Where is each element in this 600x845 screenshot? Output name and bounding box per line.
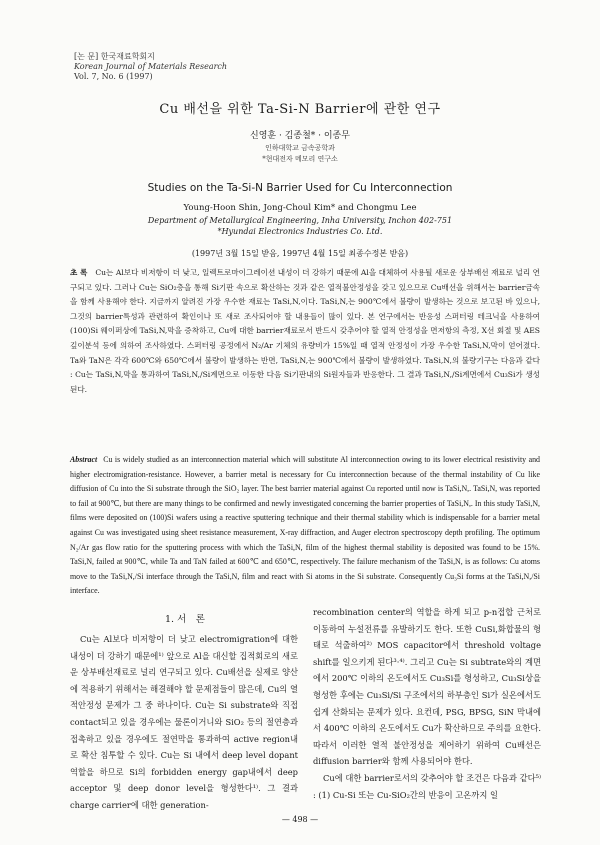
authors-english: Young-Hoon Shin, Jong-Choul Kim* and Chongmu Lee xyxy=(183,203,417,213)
title-english: Studies on the Ta-Si-N Barrier Used for Cu Interconnection xyxy=(147,182,453,194)
abstract-english-label: Abstract xyxy=(70,455,98,464)
abstract-korean xyxy=(70,266,540,397)
journal-volume: Vol. 7, No. 6 (1997) xyxy=(74,72,153,81)
abstract-korean-label: 초 록 xyxy=(70,268,88,277)
body-left-column xyxy=(70,631,298,814)
abstract-korean-text: Cu는 Al보다 비저항이 더 낮고, 일렉트로마이그레이션 내성이 더 강하기 때문에 Al을 대체하여 사용될 새로운 상부배선 재료로 널리 연구되고 있다. 그러나 Cu는 SiO₂층을 통해 Si기판 속으로 확산하는 것과 같은 열적불안정성을 갖고 있으므로 Cu배선을 위해서는 barrier금속을 함께 사용해야 한다. 지금까지 알려진 가장 우수한 재료는 TaSi,N,이다. TaSi,N,는 900℃에서 불량이 발생하는 것으로 보고된 바 있으나, 그것의 barrier특성과 관련하여 확인이나 또 새로 조사되어야 할 내용들이 많이 있다. 본 연구에서는 반응성 스퍼터링 테크닉을 사용하여 (100)Si 웨이퍼상에 TaSi,N,막을 증착하고, Cu에 대한 barrier재료로서 반드시 갖추어야 할 열적 안정성을 면저항의 측정, X선 회절 및 AES 깊이분석 등에 의하여 조사하였다. 스퍼터링 공정에서 N₂/Ar 기체의 유량비가 15%일 때 열적 안정성이 가장 우수한 TaSi,N,막이 얻어졌다. Ta와 TaN은 각각 600℃와 650℃에서 불량이 발생하는 반면, TaSi,N,는 900℃에서 불량이 발생하였다. TaSi,N,의 불량기구는 다음과 같다 : Cu는 TaSi,N,막을 통과하여 TaSi,N,/Si계면으로 이동한 다음 Si기판내의 Si원자들과 반응한다. 그 결과 TaSi,N,/Si계면에서 Cu₃Si가 생성된다. xyxy=(70,268,540,394)
journal-header xyxy=(74,52,227,82)
affiliation-english-2: *Hyundai Electronics Industries Co. Ltd. xyxy=(217,227,383,236)
body-right-column xyxy=(313,604,541,803)
authors-korean: 신영훈 · 김종철* · 이종무 xyxy=(250,131,350,141)
journal-category: [논 문] 한국재료학회지 xyxy=(74,52,155,61)
affiliation-korean xyxy=(0,143,600,165)
body-left-paragraph: Cu는 Al보다 비저항이 더 낮고 electromigration에 대한 내성이 더 강하기 때문에¹⁾ 앞으로 Al을 대신할 집적회로의 새로운 상부배선재료로 널리 연구되고 있다. Cu배선을 실제로 양산에 적용하기 위해서는 해결해야 할 문제점들이 많은데, Cu의 열적안정성 문제가 그 중 하나이다. Cu는 Si substrate와 직접 contact되고 있을 경우에는 물론이거니와 SiO₂ 등의 절연층과 접촉하고 있을 경우에도 절연막을 통과하여 active region내로 확산 침투할 수 있다. Cu는 Si 내에서 deep level dopant역할을 하므로 Si의 forbidden energy gap내에서 deep acceptor 및 deep donor level을 형성한다¹⁾. 그 결과 charge carrier에 대한 generation- xyxy=(70,634,298,810)
affiliation-korean-1: 인하대학교 금속공학과 xyxy=(265,144,335,152)
page-number: — 498 — xyxy=(281,815,319,824)
title-korean: Cu 배선을 위한 Ta-Si-N Barrier에 관한 연구 xyxy=(159,102,441,117)
affiliation-korean-2: *현대전자 메모리 연구소 xyxy=(262,155,338,163)
abstract-english xyxy=(70,453,540,599)
body-right-paragraph-2: Cu에 대한 barrier로서의 갖추어야 할 조건은 다음과 같다⁵⁾ : (1) Cu-Si 또는 Cu-SiO₂간의 반응이 고온까지 일 xyxy=(313,772,541,800)
section-heading: 1. 서 론 xyxy=(165,614,205,625)
journal-name: Korean Journal of Materials Research xyxy=(74,62,228,71)
affiliation-english-1: Department of Metallurgical Engineering, Inha University, Inchon 402-751 xyxy=(147,216,453,225)
abstract-english-text: Cu is widely studied as an interconnection material which will substitute Al interconnection owing to its lower electrical resistivity and higher electromigration-resistance. However, a barrier metal is necessary for Cu interconnection because of the thermal instability of Cu like diffusion of Cu into the Si substrate through the SiO₂ layer. The best barrier material against Cu reported until now is TaSi,N,. TaSi,N, was reported to fail at 900℃, but there are many things to be confirmed and newly investigated concerning the barrier properties of TaSi,N,. In this study TaSi,N, films were deposited on (100)Si wafers using a reactive sputtering technique and their thermal stability which is indispensable for a barrier metal against Cu was investigated using sheet resistance measurement, X-ray diffraction, and Auger electron spectroscopy depth profiling. The optimum N₂/Ar gas flow ratio for the sputtering process with which the TaSi,N, film of the highest thermal stability is deposited was found to be 15%. TaSi,N, failed at 900℃, while Ta and TaN failed at 600℃ and 650℃, respectively. The failure mechanism of the TaSi,N, is as follows: Cu atoms move to the TaSi,N,/Si interface through the TaSi,N, film and react with Si atoms in the Si substrate. Consequently Cu₃Si forms at the TaSi,N,/Si interface. xyxy=(70,455,540,596)
body-right-paragraph-1: recombination center의 역할을 하게 되고 p-n접합 근처로 이동하여 누설전류를 유발하기도 한다. 또한 CuSi,화합물의 형태로 석출하여²⁾ MOS capacitor에서 threshold voltage shift를 일으키게 된다³·⁴⁾. 그리고 Cu는 Si subtrate와의 계면에서 200℃ 이하의 온도에서도 Cu₃Si를 형성하고, Cu₃Si상을 형성한 후에는 Cu₃Si/Si 구조에서의 하부층인 Si가 실온에서도 쉽게 산화되는 문제가 있다. 요컨데, PSG, BPSG, SiN 막내에서 400℃ 이하의 온도에서도 Cu가 확산하므로 주의를 요한다. 따라서 이러한 열적 불안정성을 제어하기 위하여 Cu배선은 diffusion barrier와 함께 사용되어야 한다. xyxy=(313,607,541,767)
received-date: (1997년 3월 15일 받음, 1997년 4월 15일 최종수정본 받음) xyxy=(191,249,409,258)
affiliation-english xyxy=(0,215,600,237)
